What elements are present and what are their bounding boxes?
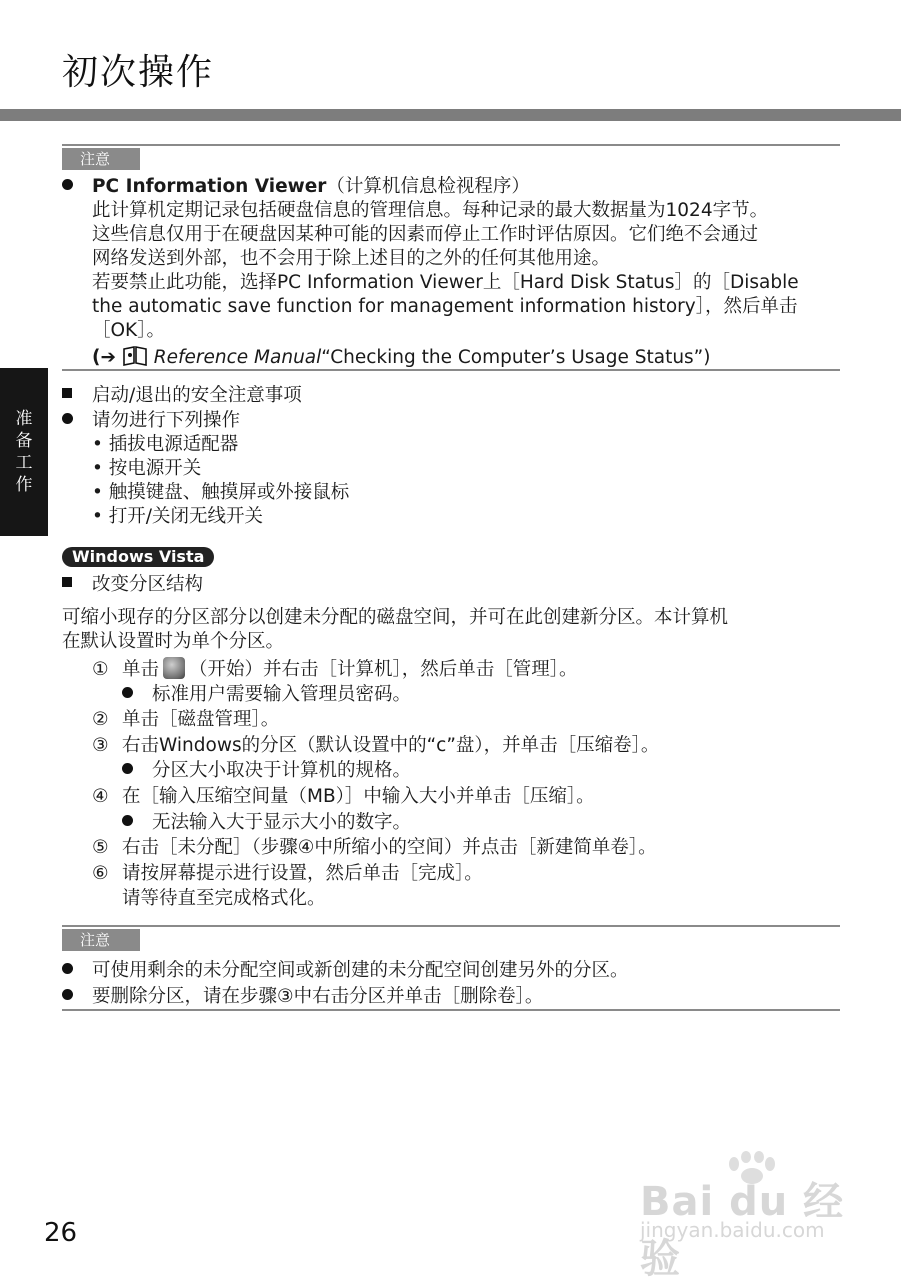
note-heading-rest: （计算机信息检视程序） <box>326 176 530 197</box>
bullet-icon <box>122 815 133 826</box>
note-line: 这些信息仅用于在硬盘因某种可能的因素而停止工作时评估原因。它们绝不会通过 <box>92 224 759 245</box>
bullet-icon <box>62 963 73 974</box>
note-item <box>62 959 629 983</box>
windows-vista-badge: Windows Vista <box>62 547 214 567</box>
note-header <box>62 144 840 168</box>
section-heading <box>62 384 302 408</box>
note-divider <box>62 369 840 371</box>
step-number: ⑤ <box>92 837 109 858</box>
watermark-url: jingyan.baidu.com <box>640 1218 825 1242</box>
note-heading <box>62 175 530 199</box>
note-line: ［OK］。 <box>92 320 165 341</box>
step-text: 单击 <box>122 659 160 680</box>
note-line: 网络发送到外部，也不会用于除上述目的之外的任何其他用途。 <box>92 248 611 269</box>
step-number: ⑥ <box>92 863 109 884</box>
watermark-brand: Bai du 经验 <box>640 1179 845 1282</box>
step-number: ② <box>92 709 109 730</box>
step-number: ① <box>92 659 109 680</box>
page-number: 26 <box>44 1218 78 1248</box>
section-heading-text: 启动/退出的安全注意事项 <box>92 385 302 406</box>
step-text: （开始）并右击［计算机］，然后单击［管理］。 <box>189 659 578 680</box>
note-line: 若要禁止此功能，选择PC Information Viewer上［Hard Disk Status］的［Disable <box>92 272 799 293</box>
reference-manual: Reference Manual <box>153 347 322 368</box>
sub-item: • 触摸键盘、触摸屏或外接鼠标 <box>92 482 350 503</box>
reference-open: ( <box>92 347 101 368</box>
intro-line: 在默认设置时为单个分区。 <box>62 631 285 652</box>
note-item <box>62 985 543 1009</box>
intro-line: 可缩小现存的分区部分以创建未分配的磁盘空间，并可在此创建新分区。本计算机 <box>62 607 729 628</box>
book-icon <box>122 345 148 367</box>
square-bullet-icon <box>62 388 72 398</box>
sub-item-text: 打开/关闭无线开关 <box>108 506 264 527</box>
sub-item-text: 按电源开关 <box>108 458 202 479</box>
note-heading-bold: PC Information Viewer <box>92 176 327 197</box>
step-2 <box>92 708 279 732</box>
section-heading <box>62 573 203 597</box>
note-item-text: 要删除分区，请在步骤③中右击分区并单击［删除卷］。 <box>92 986 544 1007</box>
step-text: 单击［磁盘管理］。 <box>122 709 280 730</box>
step-6-continued: 请等待直至完成格式化。 <box>122 888 326 909</box>
reference-topic: “Checking the Computer’s Usage Status”) <box>321 347 711 368</box>
note-tag: 注意 <box>62 148 140 170</box>
list-item-text: 请勿进行下列操作 <box>92 410 241 431</box>
step-note <box>122 683 411 707</box>
step-number: ④ <box>92 786 109 807</box>
step-1 <box>92 657 578 682</box>
sub-item: • 插拔电源适配器 <box>92 434 239 455</box>
windows-start-icon <box>163 657 185 679</box>
bullet-icon <box>62 413 73 424</box>
sub-item: • 打开/关闭无线开关 <box>92 506 264 527</box>
square-bullet-icon <box>62 577 72 587</box>
note-tag: 注意 <box>62 929 140 951</box>
step-number: ③ <box>92 735 109 756</box>
title-bar <box>0 109 901 121</box>
step-text: 请按屏幕提示进行设置，然后单击［完成］。 <box>122 863 483 884</box>
step-text: 右击［未分配］（步骤④中所缩小的空间）并点击［新建简单卷］。 <box>122 837 657 858</box>
note-divider <box>62 1009 840 1011</box>
side-tab-label: 准备工作 <box>15 409 33 495</box>
step-note <box>122 811 411 835</box>
sub-item-text: 触摸键盘、触摸屏或外接鼠标 <box>108 482 350 503</box>
bullet-icon <box>122 687 133 698</box>
step-5 <box>92 836 657 860</box>
step-note-text: 标准用户需要输入管理员密码。 <box>152 684 412 705</box>
page-title: 初次操作 <box>62 52 215 93</box>
arrow-icon: ➔ <box>100 347 116 368</box>
step-note <box>122 759 411 783</box>
note-header <box>62 925 840 949</box>
note-line: 此计算机定期记录包括硬盘信息的管理信息。每种记录的最大数据量为1024字节。 <box>92 200 769 221</box>
list-item <box>62 409 240 433</box>
step-6 <box>92 862 483 886</box>
step-note-text: 无法输入大于显示大小的数字。 <box>152 812 412 833</box>
step-text: 右击Windows的分区（默认设置中的“c”盘），并单击［压缩卷］。 <box>122 735 660 756</box>
note-item-text: 可使用剩余的未分配空间或新创建的未分配空间创建另外的分区。 <box>92 960 629 981</box>
side-tab <box>0 368 48 536</box>
step-4 <box>92 785 595 809</box>
step-3 <box>92 734 659 758</box>
bullet-icon <box>62 989 73 1000</box>
step-text: 在［输入压缩空间量（MB）］中输入大小并单击［压缩］。 <box>122 786 595 807</box>
section-heading-text: 改变分区结构 <box>92 574 204 595</box>
reference-line <box>92 345 711 370</box>
note-line: the automatic save function for management information history］，然后单击 <box>92 296 798 317</box>
sub-item-text: 插拔电源适配器 <box>108 434 239 455</box>
bullet-icon <box>62 179 73 190</box>
step-note-text: 分区大小取决于计算机的规格。 <box>152 760 412 781</box>
sub-item: • 按电源开关 <box>92 458 202 479</box>
bullet-icon <box>122 763 133 774</box>
watermark <box>640 1150 870 1282</box>
